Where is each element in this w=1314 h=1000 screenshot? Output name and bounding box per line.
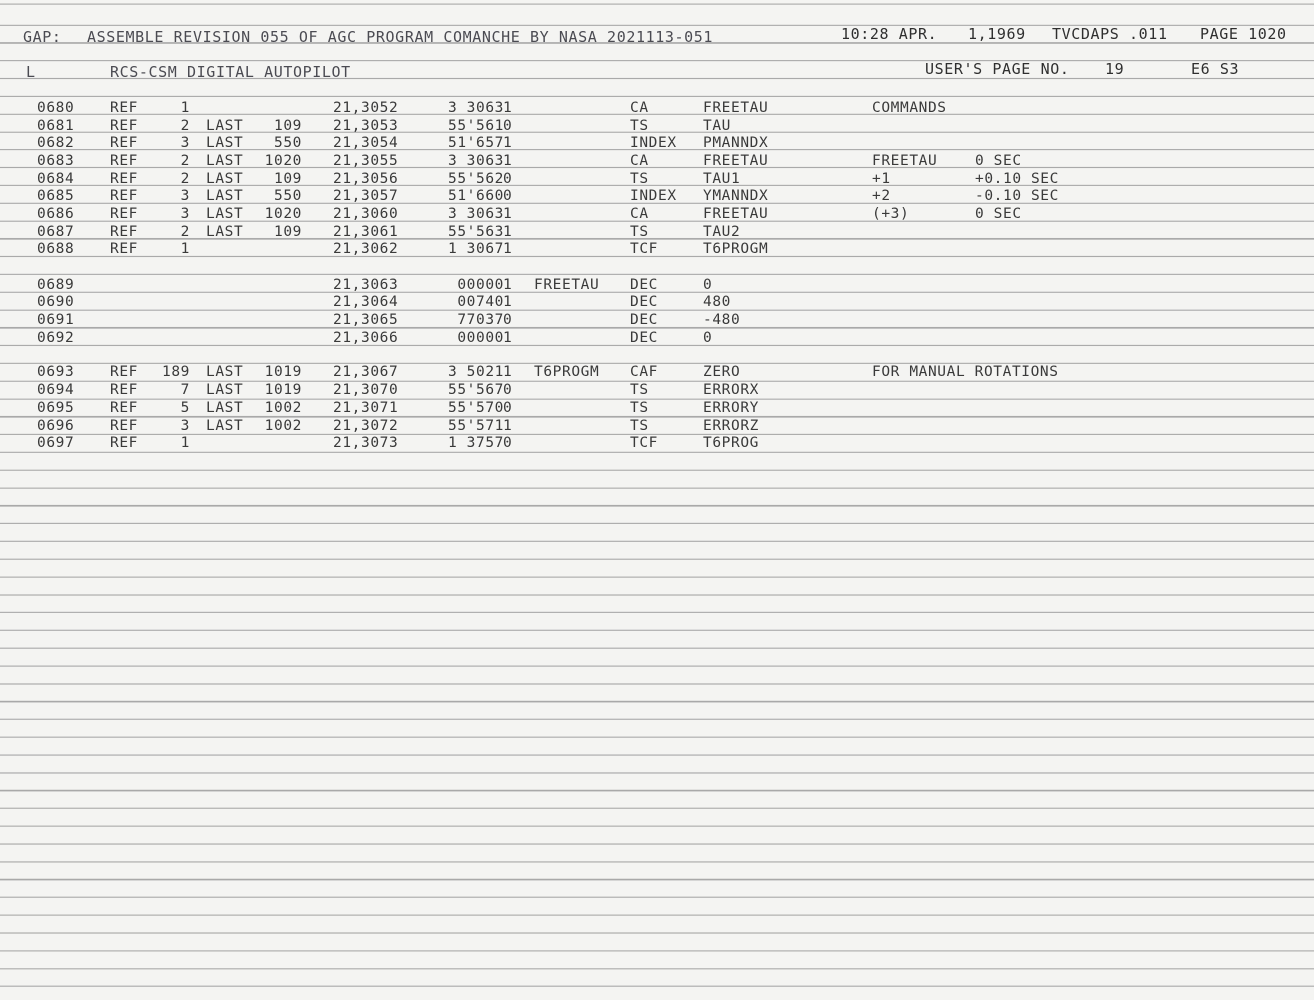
cell-last: LAST <box>206 418 244 434</box>
cell-arg: TAU1 <box>703 171 741 187</box>
cell-rem: COMMANDS <box>872 100 947 116</box>
log-marker: L <box>26 63 36 81</box>
cell-cnt: 2 <box>180 118 190 134</box>
assembly-title: ASSEMBLE REVISION 055 OF AGC PROGRAM COMANCHE BY NASA 2021113-051 <box>87 28 713 46</box>
cell-lastnum: 1002 <box>264 418 302 434</box>
cell-ref: REF <box>110 100 138 116</box>
cell-cnt: 7 <box>180 382 190 398</box>
cell-ref: REF <box>110 118 138 134</box>
cell-par: 1 <box>503 241 513 257</box>
cell-par: 1 <box>503 100 513 116</box>
cell-par: 0 <box>503 435 513 451</box>
users-page-label: USER'S PAGE NO. <box>925 60 1070 78</box>
cell-arg: ERRORZ <box>703 418 759 434</box>
cell-word: 77037 <box>457 312 504 328</box>
cell-par: 0 <box>503 171 513 187</box>
page-number: PAGE 1020 <box>1200 25 1287 43</box>
cell-last: LAST <box>206 153 244 169</box>
cell-par: 1 <box>503 294 513 310</box>
cell-op: CA <box>630 100 649 116</box>
cell-addr: 21,3054 <box>333 135 399 151</box>
cell-par: 1 <box>503 364 513 380</box>
cell-last: LAST <box>206 224 244 240</box>
cell-rem2: -0.10 SEC <box>975 188 1059 204</box>
cell-op: TCF <box>630 435 658 451</box>
cell-rem2: +0.10 SEC <box>975 171 1059 187</box>
cell-label: T6PROGM <box>534 364 600 380</box>
cell-lastnum: 1020 <box>264 153 302 169</box>
cell-arg: 480 <box>703 294 731 310</box>
cell-par: 0 <box>503 382 513 398</box>
cell-line: 0686 <box>37 206 75 222</box>
cell-addr: 21,3064 <box>333 294 399 310</box>
cell-par: 1 <box>503 330 513 346</box>
cell-op: CAF <box>630 364 658 380</box>
cell-word: 00740 <box>457 294 504 310</box>
cell-par: 1 <box>503 418 513 434</box>
cell-last: LAST <box>206 171 244 187</box>
cell-arg: T6PROG <box>703 435 759 451</box>
cell-cnt: 3 <box>180 206 190 222</box>
cell-line: 0696 <box>37 418 75 434</box>
cell-cnt: 2 <box>180 153 190 169</box>
cell-cnt: 1 <box>180 241 190 257</box>
cell-op: TS <box>630 224 649 240</box>
cell-arg: ZERO <box>703 364 741 380</box>
cell-line: 0688 <box>37 241 75 257</box>
cell-word: 3 3063 <box>448 153 504 169</box>
cell-line: 0697 <box>37 435 75 451</box>
cell-lastnum: 550 <box>274 135 302 151</box>
cell-ref: REF <box>110 135 138 151</box>
cell-addr: 21,3060 <box>333 206 399 222</box>
cell-line: 0680 <box>37 100 75 116</box>
cell-word: 1 3067 <box>448 241 504 257</box>
cell-addr: 21,3062 <box>333 241 399 257</box>
cell-lastnum: 1019 <box>264 382 302 398</box>
cell-ref: REF <box>110 241 138 257</box>
cell-op: TS <box>630 382 649 398</box>
cell-word: 55'563 <box>448 224 504 240</box>
cell-word: 55'561 <box>448 118 504 134</box>
cell-cnt: 3 <box>180 135 190 151</box>
cell-ref: REF <box>110 418 138 434</box>
cell-arg: FREETAU <box>703 100 769 116</box>
cell-line: 0683 <box>37 153 75 169</box>
cell-addr: 21,3053 <box>333 118 399 134</box>
cell-addr: 21,3063 <box>333 277 399 293</box>
cell-rem2: 0 SEC <box>975 153 1022 169</box>
cell-addr: 21,3057 <box>333 188 399 204</box>
cell-cnt: 3 <box>180 418 190 434</box>
cell-word: 3 3063 <box>448 100 504 116</box>
cell-op: DEC <box>630 277 658 293</box>
cell-line: 0690 <box>37 294 75 310</box>
cell-arg: FREETAU <box>703 206 769 222</box>
cell-addr: 21,3072 <box>333 418 399 434</box>
cell-line: 0693 <box>37 364 75 380</box>
cell-op: TCF <box>630 241 658 257</box>
cell-addr: 21,3055 <box>333 153 399 169</box>
cell-ref: REF <box>110 153 138 169</box>
cell-arg: ERRORY <box>703 400 759 416</box>
cell-cnt: 2 <box>180 171 190 187</box>
cell-lastnum: 109 <box>274 224 302 240</box>
cell-word: 1 3757 <box>448 435 504 451</box>
cell-rem: FOR MANUAL ROTATIONS <box>872 364 1059 380</box>
users-page-number: 19 <box>1105 60 1125 78</box>
cell-last: LAST <box>206 188 244 204</box>
cell-arg: PMANNDX <box>703 135 769 151</box>
cell-arg: T6PROGM <box>703 241 769 257</box>
cell-addr: 21,3073 <box>333 435 399 451</box>
cell-addr: 21,3065 <box>333 312 399 328</box>
cell-op: INDEX <box>630 188 677 204</box>
cell-last: LAST <box>206 382 244 398</box>
cell-last: LAST <box>206 118 244 134</box>
program-name: TVCDAPS .011 <box>1052 25 1168 43</box>
cell-par: 0 <box>503 400 513 416</box>
print-date: 1,1969 <box>968 25 1026 43</box>
cell-op: TS <box>630 118 649 134</box>
cell-ref: REF <box>110 224 138 240</box>
cell-rem: +1 <box>872 171 891 187</box>
cell-cnt: 2 <box>180 224 190 240</box>
cell-word: 55'570 <box>448 400 504 416</box>
cell-arg: 0 <box>703 277 713 293</box>
cell-ref: REF <box>110 364 138 380</box>
cell-rem: (+3) <box>872 206 910 222</box>
cell-word: 55'567 <box>448 382 504 398</box>
cell-arg: FREETAU <box>703 153 769 169</box>
cell-word: 00000 <box>457 330 504 346</box>
cell-op: CA <box>630 206 649 222</box>
cell-rem: +2 <box>872 188 891 204</box>
cell-ref: REF <box>110 206 138 222</box>
cell-last: LAST <box>206 364 244 380</box>
cell-last: LAST <box>206 135 244 151</box>
section-code: E6 S3 <box>1191 60 1240 78</box>
cell-op: TS <box>630 171 649 187</box>
cell-line: 0681 <box>37 118 75 134</box>
cell-ref: REF <box>110 382 138 398</box>
cell-par: 1 <box>503 153 513 169</box>
cell-cnt: 1 <box>180 435 190 451</box>
cell-lastnum: 109 <box>274 118 302 134</box>
cell-line: 0691 <box>37 312 75 328</box>
cell-word: 51'657 <box>448 135 504 151</box>
cell-lastnum: 1020 <box>264 206 302 222</box>
cell-par: 0 <box>503 118 513 134</box>
cell-last: LAST <box>206 400 244 416</box>
cell-line: 0694 <box>37 382 75 398</box>
cell-par: 1 <box>503 224 513 240</box>
cell-arg: 0 <box>703 330 713 346</box>
cell-lastnum: 1019 <box>264 364 302 380</box>
cell-last: LAST <box>206 206 244 222</box>
cell-word: 00000 <box>457 277 504 293</box>
cell-addr: 21,3066 <box>333 330 399 346</box>
cell-par: 1 <box>503 277 513 293</box>
cell-op: TS <box>630 418 649 434</box>
cell-addr: 21,3070 <box>333 382 399 398</box>
cell-line: 0682 <box>37 135 75 151</box>
cell-par: 1 <box>503 135 513 151</box>
cell-arg: TAU <box>703 118 731 134</box>
cell-rem: FREETAU <box>872 153 938 169</box>
cell-arg: YMANNDX <box>703 188 769 204</box>
cell-lastnum: 550 <box>274 188 302 204</box>
cell-word: 3 5021 <box>448 364 504 380</box>
cell-cnt: 1 <box>180 100 190 116</box>
cell-line: 0684 <box>37 171 75 187</box>
cell-word: 55'571 <box>448 418 504 434</box>
cell-line: 0685 <box>37 188 75 204</box>
cell-label: FREETAU <box>534 277 600 293</box>
cell-lastnum: 109 <box>274 171 302 187</box>
cell-arg: ERRORX <box>703 382 759 398</box>
cell-word: 51'660 <box>448 188 504 204</box>
cell-ref: REF <box>110 171 138 187</box>
cell-line: 0687 <box>37 224 75 240</box>
cell-par: 1 <box>503 206 513 222</box>
cell-word: 3 3063 <box>448 206 504 222</box>
cell-lastnum: 1002 <box>264 400 302 416</box>
header-prefix: GAP: <box>23 28 62 46</box>
section-title: RCS-CSM DIGITAL AUTOPILOT <box>110 63 351 81</box>
cell-op: DEC <box>630 294 658 310</box>
cell-addr: 21,3056 <box>333 171 399 187</box>
cell-addr: 21,3061 <box>333 224 399 240</box>
cell-op: CA <box>630 153 649 169</box>
cell-op: DEC <box>630 312 658 328</box>
cell-par: 0 <box>503 188 513 204</box>
cell-ref: REF <box>110 188 138 204</box>
cell-ref: REF <box>110 435 138 451</box>
cell-op: TS <box>630 400 649 416</box>
cell-cnt: 3 <box>180 188 190 204</box>
cell-addr: 21,3071 <box>333 400 399 416</box>
print-time: 10:28 APR. <box>841 25 938 43</box>
cell-line: 0695 <box>37 400 75 416</box>
cell-addr: 21,3052 <box>333 100 399 116</box>
cell-arg: -480 <box>703 312 741 328</box>
cell-ref: REF <box>110 400 138 416</box>
cell-rem2: 0 SEC <box>975 206 1022 222</box>
cell-word: 55'562 <box>448 171 504 187</box>
cell-arg: TAU2 <box>703 224 741 240</box>
cell-line: 0689 <box>37 277 75 293</box>
cell-par: 0 <box>503 312 513 328</box>
cell-cnt: 189 <box>162 364 190 380</box>
cell-op: INDEX <box>630 135 677 151</box>
cell-addr: 21,3067 <box>333 364 399 380</box>
cell-op: DEC <box>630 330 658 346</box>
cell-cnt: 5 <box>180 400 190 416</box>
cell-line: 0692 <box>37 330 75 346</box>
